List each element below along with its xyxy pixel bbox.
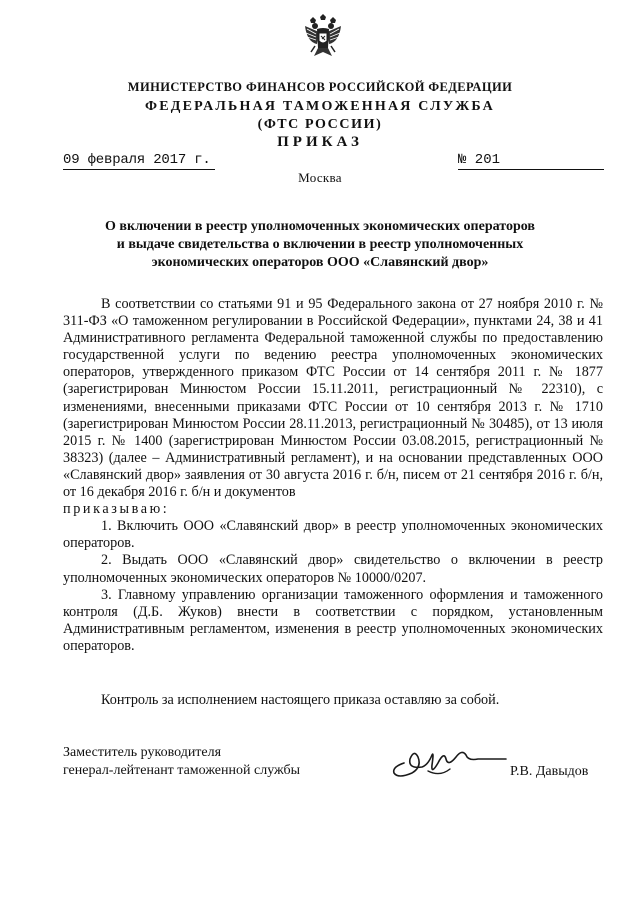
signer-name: Р.В. Давыдов xyxy=(510,764,589,779)
order-word: приказываю: xyxy=(63,501,170,518)
service-short-name: (ФТС РОССИИ) xyxy=(257,117,383,132)
signer-position: Заместитель руководителя xyxy=(63,745,222,760)
subject-line: О включении в реестр уполномоченных экономических операторов xyxy=(105,219,535,234)
order-item: 1. Включить ООО «Славянский двор» в реестр уполномоченных экономических операторов. xyxy=(63,518,603,552)
order-body xyxy=(63,296,603,655)
signer-rank: генерал-лейтенант таможенной службы xyxy=(63,763,301,778)
closing-statement: Контроль за исполнением настоящего приказа оставляю за собой. xyxy=(101,692,500,708)
order-item: 2. Выдать ООО «Славянский двор» свидетельство о включении в реестр уполномоченных экономических операторов № 10000/0207. xyxy=(63,552,603,586)
ministry-name: МИНИСТЕРСТВО ФИНАНСОВ РОССИЙСКОЙ ФЕДЕРАЦИИ xyxy=(127,80,513,94)
issue-city: Москва xyxy=(298,170,342,185)
subject-line: и выдаче свидетельства о включении в реестр уполномоченных xyxy=(116,237,524,252)
subject-line: экономических операторов ООО «Славянский двор» xyxy=(151,255,489,270)
handwritten-signature-icon xyxy=(388,737,508,785)
order-item: 3. Главному управлению организации таможенного оформления и таможенного контроля (Д.Б. Жуков) внести в соответствии с порядком, установленным Административным регламентом, изменения в реестр уполномоченных экономических операторов. xyxy=(63,586,603,654)
order-number: № 201 xyxy=(458,152,604,170)
order-subject xyxy=(90,218,550,272)
service-name: ФЕДЕРАЛЬНАЯ ТАМОЖЕННАЯ СЛУЖБА xyxy=(145,99,495,114)
order-date: 09 февраля 2017 г. xyxy=(63,152,215,170)
preamble-paragraph: В соответствии со статьями 91 и 95 Федерального закона от 27 ноября 2010 г. № 311-ФЗ «О таможенном регулировании в Российской Федерации», пунктами 24, 38 и 41 Административного регламента Федеральной таможенной службы по предоставлению государственной услуги по ведению реестра уполномоченных экономических операторов, утвержденного приказом ФТС России от 14 сентября 2011 г. № 1877 (зарегистрирован Минюстом России 15.11.2011, регистрационный № 22310), с изменениями, внесенными приказами ФТС России от 10 сентября 2013 г. № 1710 (зарегистрирован Минюстом России 28.11.2013, регистрационный № 30485), от 13 июля 2015 г. № 1400 (зарегистрирован Минюстом России 03.08.2015, регистрационный № 38323) (далее – Административный регламент), и на основании представленных ООО «Славянский двор» заявления от 30 августа 2016 г. б/н, писем от 21 сентября 2016 г. б/н, от 16 декабря 2016 г. б/н и документов xyxy=(63,296,603,501)
coat-of-arms-icon xyxy=(303,14,343,60)
signer-title xyxy=(63,744,363,780)
document-type: ПРИКАЗ xyxy=(277,134,363,150)
